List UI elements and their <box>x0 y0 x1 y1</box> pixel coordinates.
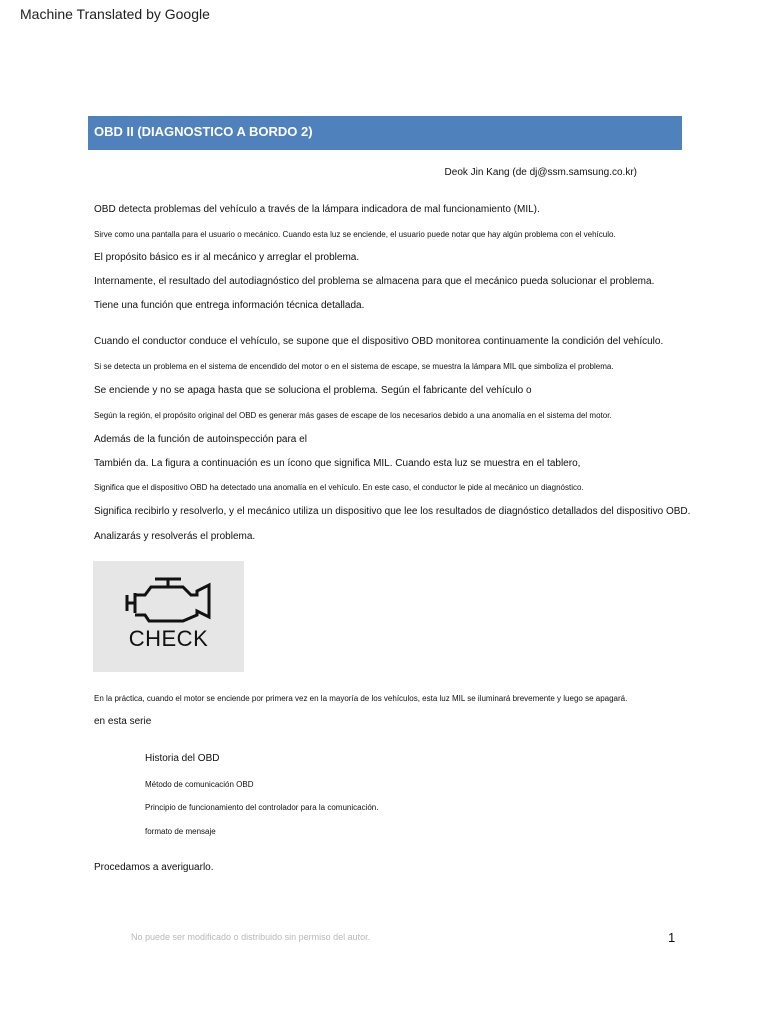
paragraph-line: En la práctica, cuando el motor se enciende por primera vez en la mayoría de los vehículos, esta luz MIL se iluminará brevemente y luego se apagará. <box>94 694 628 703</box>
closing-line: Procedamos a averiguarlo. <box>94 862 214 873</box>
machine-translation-banner: Machine Translated by Google <box>20 6 210 22</box>
paragraph-line: Internamente, el resultado del autodiagnóstico del problema se almacena para que el mecánico pueda solucionar el problema. <box>94 276 655 287</box>
paragraph-line: Si se detecta un problema en el sistema de encendido del motor o en el sistema de escape, se muestra la lámpara MIL que simboliza el problema. <box>94 362 614 371</box>
paragraph-line: Analizarás y resolverás el problema. <box>94 531 256 542</box>
footer-notice: No puede ser modificado o distribuido sin permiso del autor. <box>131 932 371 942</box>
paragraph-line: Significa recibirlo y resolverlo, y el mecánico utiliza un dispositivo que lee los resultados de diagnóstico detallados del dispositivo OBD. <box>94 506 691 517</box>
paragraph-line: Significa que el dispositivo OBD ha detectado una anomalía en el vehículo. En este caso, el conductor le pide al mecánico un diagnóstico. <box>94 483 584 492</box>
document-title: OBD II (DIAGNOSTICO A BORDO 2) <box>88 116 682 150</box>
series-item: Historia del OBD <box>145 753 220 764</box>
paragraph-line: El propósito básico es ir al mecánico y arreglar el problema. <box>94 252 360 263</box>
paragraph-line: Se enciende y no se apaga hasta que se soluciona el problema. Según el fabricante del vehículo o <box>94 385 532 396</box>
check-engine-icon <box>125 577 211 625</box>
paragraph-line: en esta serie <box>94 716 152 727</box>
series-item: formato de mensaje <box>145 827 216 836</box>
paragraph-line: Además de la función de autoinspección para el <box>94 434 307 445</box>
paragraph-line: Tiene una función que entrega información técnica detallada. <box>94 300 365 311</box>
author-line: Deok Jin Kang (de dj@ssm.samsung.co.kr) <box>444 167 637 178</box>
paragraph-line: Cuando el conductor conduce el vehículo, se supone que el dispositivo OBD monitorea continuamente la condición del vehículo. <box>94 336 664 347</box>
paragraph-line: Sirve como una pantalla para el usuario o mecánico. Cuando esta luz se enciende, el usuario puede notar que hay algún problema con el vehículo. <box>94 230 616 239</box>
mil-figure <box>93 561 244 672</box>
series-item: Principio de funcionamiento del controlador para la comunicación. <box>145 803 379 812</box>
paragraph-line: OBD detecta problemas del vehículo a través de la lámpara indicadora de mal funcionamiento (MIL). <box>94 204 540 215</box>
page-number: 1 <box>668 930 676 945</box>
check-label: CHECK <box>128 626 209 651</box>
paragraph-line: También da. La figura a continuación es un ícono que significa MIL. Cuando esta luz se muestra en el tablero, <box>94 458 581 469</box>
paragraph-line: Según la región, el propósito original del OBD es generar más gases de escape de los necesarios debido a una anomalía en el sistema del motor. <box>94 411 612 420</box>
series-item: Método de comunicación OBD <box>145 780 254 789</box>
